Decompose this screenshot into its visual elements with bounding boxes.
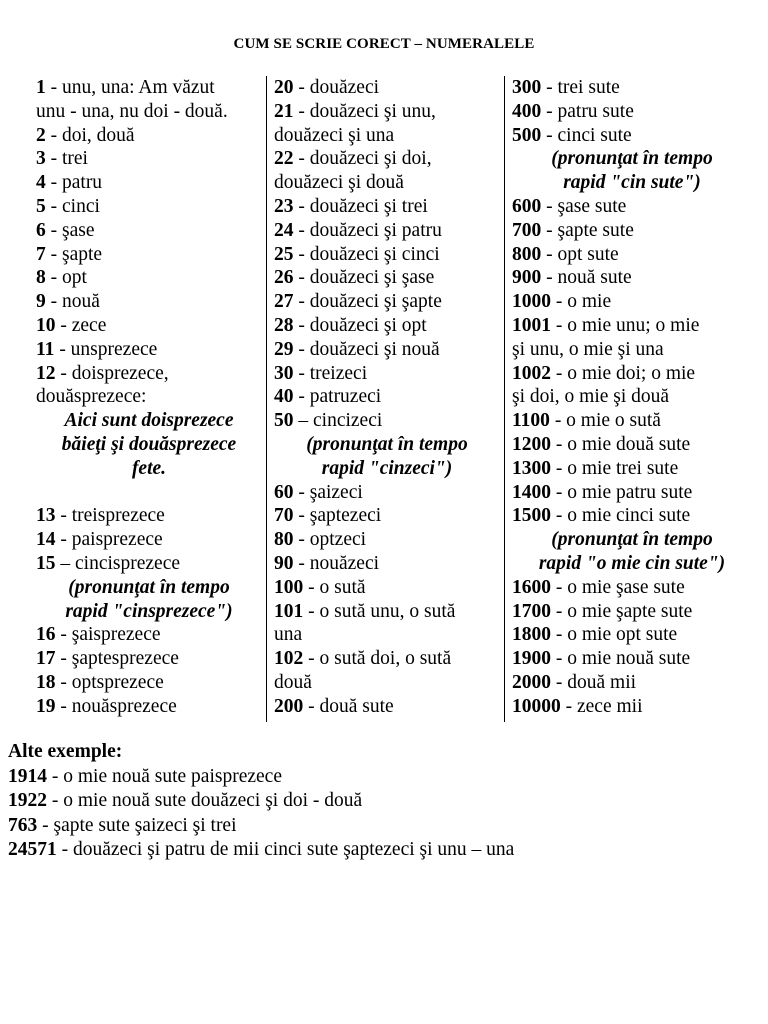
numeral-number: 900 [512,267,542,289]
numeral-entry [274,385,500,409]
pronunciation-note: rapid "cinzeci") [321,457,453,479]
numeral-entry [274,409,500,433]
numeral-number: 700 [512,219,542,241]
numeral-words: - cinci sute [541,124,632,146]
numeral-number: 102 [274,648,304,670]
numeral-words: - optsprezece [55,671,164,693]
numeral-entry [36,171,262,195]
numeral-number: 28 [274,314,294,336]
numeral-words: - o mie nouă sute [551,648,691,670]
numeral-words: - nouăzeci [293,552,380,574]
numeral-number: 12 [36,362,56,384]
pronunciation-note: Aici sunt doisprezece [64,410,234,432]
numeral-words: - nouă [45,291,100,313]
numeral-entry [274,528,500,552]
numeral-words: douăzeci şi una [274,124,395,146]
numeral-number: 1700 [512,600,551,622]
numeral-words: - o mie trei sute [551,457,679,479]
numeral-number: 1400 [512,481,551,503]
numeral-words: - o mie două sute [551,433,691,455]
numeral-entry [36,504,262,528]
numeral-entry [274,647,500,671]
numeral-entry [36,528,262,552]
numeral-number: 24 [274,219,294,241]
numeral-words: - şapte sute şaizeci şi trei [37,814,237,836]
numeral-number: 600 [512,195,542,217]
numeral-words: - patru sute [541,100,634,122]
numeral-number: 800 [512,243,542,265]
numeral-entry [512,504,752,528]
numeral-entry [512,290,752,314]
numeral-number: 1002 [512,362,551,384]
numeral-entry [274,147,500,171]
numeral-words: - o mie [551,291,612,313]
numeral-entry [512,409,752,433]
numeral-number: 13 [36,505,56,527]
numeral-words: – cincizeci [293,410,383,432]
numeral-entry [36,552,262,576]
numeral-entry [36,219,262,243]
numeral-words: - douăzeci şi şapte [293,291,442,313]
numeral-number: 1001 [512,314,551,336]
numeral-words: - cinci [45,195,100,217]
pronunciation-note: (pronunţat în tempo [551,148,713,170]
numeral-number: 1800 [512,624,551,646]
numeral-entry [274,76,500,100]
numeral-entry [274,266,500,290]
numeral-words: - zece mii [560,695,643,717]
numerals-column-2 [274,76,500,719]
example-entry [8,765,514,790]
numeral-entry [512,623,752,647]
numeral-words: - o mie patru sute [551,481,693,503]
numeral-number: 9 [36,291,46,313]
numeral-words: - paisprezece [55,529,163,551]
numeral-number: 1300 [512,457,551,479]
numeral-number: 3 [36,148,46,170]
numeral-words: - o mie şapte sute [551,600,693,622]
numeral-number: 8 [36,267,46,289]
numeral-number: 80 [274,529,294,551]
numeral-number: 22 [274,148,294,170]
numerals-column-1 [36,76,262,719]
numeral-entry [512,76,752,100]
numeral-entry [274,219,500,243]
numeral-number: 26 [274,267,294,289]
numeral-entry [512,314,752,338]
numeral-words: - o sută doi, o sută [303,648,452,670]
numeral-number: 11 [36,338,55,360]
numeral-entry [512,338,752,362]
numeral-number: 50 [274,410,294,432]
numeral-entry [274,195,500,219]
numeral-number: 19 [36,695,56,717]
pronunciation-note: (pronunţat în tempo [551,529,713,551]
numeral-number: 29 [274,338,294,360]
numeral-words: - douăzeci şi nouă [293,338,440,360]
numeral-number: 200 [274,695,304,717]
numeral-entry [274,314,500,338]
numeral-number: 10000 [512,695,561,717]
numeral-number: 21 [274,100,294,122]
numeral-words: - doi, două [45,124,135,146]
numeral-words: - opt [45,267,87,289]
numeral-words: - douăzeci şi doi, [293,148,432,170]
pronunciation-note: (pronunţat în tempo [68,576,230,598]
numeral-entry [274,481,500,505]
numeral-entry [512,481,752,505]
numeral-words: - douăzeci [293,77,380,98]
numeral-words: - unu, una: Am văzut [45,77,215,98]
numeral-words: - patruzeci [293,386,382,408]
numeral-number: 101 [274,600,304,622]
numeral-number: 16 [36,624,56,646]
numeral-number: 1 [36,77,46,98]
numeral-number: 1900 [512,648,551,670]
numeral-entry [36,266,262,290]
numeral-entry [274,552,500,576]
spacer [36,481,262,505]
numeral-words: şi unu, o mie şi una [512,338,664,360]
numeral-words: - douăzeci şi patru de mii cinci sute şaptezeci şi unu – una [56,839,515,860]
numeral-words: - douăzeci şi cinci [293,243,440,265]
numeral-number: 7 [36,243,46,265]
numeral-entry [36,243,262,267]
numeral-entry [274,600,500,624]
numeral-words: - şapte sute [541,219,634,241]
numeral-entry [36,695,262,719]
numeral-entry [274,100,500,124]
numeral-number: 1000 [512,291,551,313]
numeral-words: - o mie nouă sute douăzeci şi doi - două [47,790,363,811]
numeral-entry [274,362,500,386]
numeral-words: - şaizeci [293,481,363,503]
numeral-words: - o sută [303,576,366,598]
numeral-words: - şaisprezece [55,624,161,646]
examples-section [8,740,514,863]
numeral-number: 2 [36,124,46,146]
numeral-number: 763 [8,814,38,836]
numeral-entry [36,147,262,171]
numeral-number: 1100 [512,410,550,432]
numeral-entry [36,623,262,647]
numeral-words: - o mie opt sute [551,624,678,646]
numeral-words: - o mie unu; o mie [551,314,700,336]
numeral-entry [512,695,752,719]
numeral-entry [512,362,752,386]
numeral-words: - trei sute [541,77,620,98]
numeral-words: - douăzeci şi şase [293,267,435,289]
numeral-entry [36,76,262,100]
numeral-entry [274,576,500,600]
numeral-entry [512,195,752,219]
numeral-words: - două sute [303,695,394,717]
numeral-entry [36,195,262,219]
example-entry [8,789,514,814]
numeral-entry [36,124,262,148]
numeral-number: 4 [36,172,46,194]
numeral-words: - douăzeci şi opt [293,314,427,336]
pronunciation-note: fete. [131,457,167,479]
numeral-words: - o mie nouă sute paisprezece [47,765,282,787]
numeral-words: - o mie şase sute [551,576,685,598]
numeral-words: - douăzeci şi trei [293,195,428,217]
numeral-words: - două mii [551,671,637,693]
numeral-words: - nouă sute [541,267,632,289]
numeral-entry [36,338,262,362]
numeral-words: - şaptesprezece [55,648,179,670]
numeral-number: 27 [274,291,294,313]
numeral-number: 18 [36,671,56,693]
numeral-number: 15 [36,552,56,574]
examples-list [8,765,514,863]
numeral-entry [512,266,752,290]
numeral-number: 6 [36,219,46,241]
numeral-number: 90 [274,552,294,574]
numeral-words: douăsprezece: [36,386,147,408]
numeral-number: 25 [274,243,294,265]
pronunciation-note: rapid "o mie cin sute") [538,552,726,574]
numeral-words: două [274,671,312,693]
numeral-entry [512,385,752,409]
numeral-number: 1200 [512,433,551,455]
numeral-words: - douăzeci şi unu, [293,100,436,122]
numeral-entry [274,338,500,362]
numeral-number: 40 [274,386,294,408]
numerals-column-3 [512,76,752,719]
numeral-number: 2000 [512,671,551,693]
pronunciation-note: rapid "cinsprezece") [65,600,233,622]
numeral-number: 100 [274,576,304,598]
numeral-words: una [274,624,303,646]
numeral-number: 1922 [8,790,47,811]
numeral-entry [36,647,262,671]
numeral-entry [512,100,752,124]
numeral-entry [512,671,752,695]
pronunciation-note: băieţi şi douăsprezece [61,433,237,455]
numeral-number: 60 [274,481,294,503]
numeral-entry [512,219,752,243]
numeral-words: - şapte [45,243,103,265]
numeral-number: 30 [274,362,294,384]
numeral-number: 1500 [512,505,551,527]
numeral-words: - nouăsprezece [55,695,177,717]
numeral-words: - zece [55,314,107,336]
numeral-entry [512,576,752,600]
numeral-words: - douăzeci şi patru [293,219,442,241]
numeral-number: 20 [274,77,294,98]
numeral-entry [512,433,752,457]
numeral-words: – cincisprezece [55,552,181,574]
numeral-entry [274,695,500,719]
numeral-entry [274,124,500,148]
numeral-number: 10 [36,314,56,336]
numeral-words: douăzeci şi două [274,172,404,194]
numeral-words: - şase [45,219,95,241]
numeral-number: 17 [36,648,56,670]
numeral-number: 23 [274,195,294,217]
numeral-words: - unsprezece [54,338,158,360]
numeral-words: - doisprezece, [55,362,169,384]
numeral-words: - şaptezeci [293,505,382,527]
numeral-entry [36,100,262,124]
numeral-entry [36,314,262,338]
numeral-entry [512,124,752,148]
column-divider [504,76,505,722]
numeral-entry [274,623,500,647]
numeral-words: - patru [45,172,103,194]
example-entry [8,814,514,839]
numeral-entry [274,243,500,267]
numeral-entry [36,362,262,386]
numeral-entry [512,457,752,481]
numeral-words: - opt sute [541,243,619,265]
examples-heading: Alte exemple: [8,741,123,762]
numeral-number: 1600 [512,576,551,598]
numeral-words: unu - una, nu doi - două. [36,100,228,122]
numeral-number: 14 [36,529,56,551]
numeral-words: - treisprezece [55,505,165,527]
numeral-number: 5 [36,195,46,217]
numeral-number: 24571 [8,839,57,860]
numeral-number: 300 [512,77,542,98]
pronunciation-note: (pronunţat în tempo [306,433,468,455]
numeral-entry [274,290,500,314]
numeral-number: 1914 [8,765,47,787]
numeral-words: - treizeci [293,362,368,384]
numeral-entry [512,243,752,267]
numeral-words: - o mie cinci sute [551,505,691,527]
numeral-entry [274,671,500,695]
numeral-number: 70 [274,505,294,527]
numeral-entry [36,290,262,314]
example-entry [8,838,514,863]
numeral-number: 400 [512,100,542,122]
column-divider [266,76,267,722]
numeral-words: - o mie doi; o mie [551,362,696,384]
numeral-entry [274,504,500,528]
numeral-entry [36,671,262,695]
numeral-words: - optzeci [293,529,367,551]
numeral-words: - o mie o sută [549,410,661,432]
numeral-entry [512,647,752,671]
numeral-entry [274,171,500,195]
numeral-entry [36,385,262,409]
numeral-words: - o sută unu, o sută [303,600,456,622]
numeral-entry [512,600,752,624]
numeral-words: şi doi, o mie şi două [512,386,670,408]
numeral-number: 500 [512,124,542,146]
pronunciation-note: rapid "cin sute") [563,172,701,194]
numeral-words: - trei [45,148,88,170]
numeral-words: - şase sute [541,195,627,217]
page-title: CUM SE SCRIE CORECT – NUMERALELE [233,36,535,52]
